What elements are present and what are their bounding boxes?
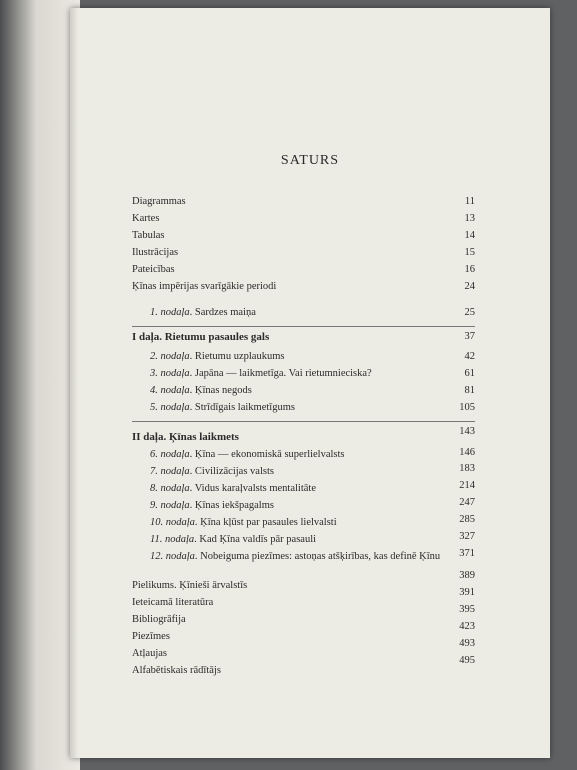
chapter-prefix: 10. nodaļa bbox=[150, 517, 195, 528]
toc-entry-page: 42 bbox=[464, 351, 475, 362]
chapter-prefix: 9. nodaļa bbox=[150, 500, 190, 511]
toc-entry-label: Ķīnas impērijas svarīgākie periodi bbox=[132, 281, 277, 292]
toc-entry-label: Diagrammas bbox=[132, 196, 186, 207]
chapter-title: . Sardzes maiņa bbox=[189, 307, 256, 318]
toc-entry-page: 24 bbox=[464, 281, 475, 292]
divider bbox=[132, 421, 475, 422]
toc-entry-page: 371 bbox=[459, 548, 475, 559]
toc-entry-atlaujas bbox=[132, 638, 475, 662]
toc-entry-label: Piezīmes bbox=[132, 631, 170, 642]
chapter-title: . Ķīnas negods bbox=[189, 385, 252, 396]
toc-entry-page: 15 bbox=[464, 247, 475, 258]
toc-entry-page: 13 bbox=[464, 213, 475, 224]
toc-part-1 bbox=[132, 329, 475, 345]
toc-entry-page: 61 bbox=[464, 368, 475, 379]
toc-entry-diagrammas bbox=[132, 194, 475, 210]
toc-chapter-8 bbox=[132, 481, 475, 497]
toc-entry-label: Bibliogrāfija bbox=[132, 614, 186, 625]
chapter-prefix: 8. nodaļa bbox=[150, 483, 190, 494]
chapter-prefix: 4. nodaļa bbox=[150, 385, 190, 396]
toc-entry-page: 391 bbox=[459, 587, 475, 598]
toc-entry-label: Pateicības bbox=[132, 264, 175, 275]
toc-entry-page: 389 bbox=[459, 570, 475, 581]
toc-entry-page: 146 bbox=[459, 447, 475, 458]
toc-entry-page: 14 bbox=[464, 230, 475, 241]
toc-entry-bibliografija bbox=[132, 604, 475, 628]
page-title: SATURS bbox=[280, 153, 340, 168]
toc-chapter-6 bbox=[132, 447, 475, 463]
toc-chapter-2 bbox=[132, 349, 475, 365]
toc-entry-piezimes bbox=[132, 621, 475, 645]
page-gutter bbox=[70, 8, 78, 758]
toc-entry-kartes bbox=[132, 211, 475, 227]
toc-entry-page: 105 bbox=[459, 402, 475, 413]
toc-entry-label: Pielikums. Ķīnieši ārvalstīs bbox=[132, 580, 248, 591]
chapter-title: . Kad Ķīna valdīs pār pasauli bbox=[194, 534, 317, 545]
chapter-prefix: 2. nodaļa bbox=[150, 351, 190, 362]
toc-entry-page: 37 bbox=[464, 331, 475, 342]
toc-entry-page: 143 bbox=[459, 426, 475, 437]
toc-entry-raditajs bbox=[132, 655, 475, 679]
toc-entry-label: Ilustrācijas bbox=[132, 247, 179, 258]
toc-entry-label: Ieteicamā literatūra bbox=[132, 597, 214, 608]
toc-entry-page: 395 bbox=[459, 604, 475, 615]
toc-chapter-4 bbox=[132, 383, 475, 399]
toc-entry-page: 183 bbox=[459, 463, 475, 474]
toc-entry-label: Kartes bbox=[132, 213, 160, 224]
chapter-title: . Japāna — laikmetīga. Vai rietumnieciska? bbox=[189, 368, 372, 379]
chapter-title: . Strīdīgais laikmetīgums bbox=[189, 402, 295, 413]
chapter-prefix: 3. nodaļa bbox=[150, 368, 190, 379]
toc-entry-page: 25 bbox=[464, 307, 475, 318]
toc-chapter-10 bbox=[132, 515, 475, 531]
toc-entry-page: 495 bbox=[459, 655, 475, 666]
toc-entry-pielikums bbox=[132, 570, 475, 594]
chapter-title: . Civilizācijas valsts bbox=[189, 466, 274, 477]
chapter-title: . Ķīna kļūst par pasaules lielvalsti bbox=[194, 517, 337, 528]
toc-entry-pateicibas bbox=[132, 262, 475, 278]
chapter-prefix: 11. nodaļa bbox=[150, 534, 195, 545]
toc-entry-page: 214 bbox=[459, 480, 475, 491]
toc-entry-literatura bbox=[132, 587, 475, 611]
chapter-title: . Rietumu uzplaukums bbox=[189, 351, 285, 362]
toc-entry-page: 285 bbox=[459, 514, 475, 525]
toc-entry-page: 423 bbox=[459, 621, 475, 632]
toc-chapter-5 bbox=[132, 400, 475, 416]
toc-chapter-7 bbox=[132, 464, 475, 480]
toc-entry-label: Tabulas bbox=[132, 230, 165, 241]
chapter-title: . Vidus karaļvalsts mentalitāte bbox=[189, 483, 316, 494]
toc-entry-page: 247 bbox=[459, 497, 475, 508]
toc-entry-label: Alfabētiskais rādītājs bbox=[132, 665, 221, 676]
divider bbox=[132, 326, 475, 327]
toc-chapter-1 bbox=[132, 305, 475, 321]
toc-entry-ilustracijas bbox=[132, 245, 475, 261]
toc-entry-page: 493 bbox=[459, 638, 475, 649]
chapter-prefix: 5. nodaļa bbox=[150, 402, 190, 413]
part-title: I daļa. Rietumu pasaules gals bbox=[132, 331, 270, 343]
chapter-prefix: 7. nodaļa bbox=[150, 466, 190, 477]
chapter-title: . Ķīna — ekonomiskā superlielvalsts bbox=[189, 449, 345, 460]
toc-entry-periodi bbox=[132, 279, 475, 295]
chapter-prefix: 6. nodaļa bbox=[150, 449, 190, 460]
toc-entry-page: 16 bbox=[464, 264, 475, 275]
toc-chapter-12 bbox=[132, 549, 475, 565]
toc-part-2 bbox=[132, 426, 475, 445]
chapter-title: . Ķīnas iekšpagalms bbox=[189, 500, 274, 511]
toc-chapter-9 bbox=[132, 498, 475, 514]
toc-entry-label: Atļaujas bbox=[132, 648, 167, 659]
toc-chapter-11 bbox=[132, 532, 475, 548]
part-title: II daļa. Ķīnas laikmets bbox=[132, 431, 239, 443]
toc-entry-page: 327 bbox=[459, 531, 475, 542]
chapter-prefix: 1. nodaļa bbox=[150, 307, 190, 318]
toc-entry-tabulas bbox=[132, 228, 475, 244]
book-page bbox=[70, 8, 550, 758]
toc-entry-page: 81 bbox=[464, 385, 475, 396]
toc-entry-page: 11 bbox=[464, 196, 475, 207]
chapter-prefix: 12. nodaļa bbox=[150, 551, 195, 562]
toc-chapter-3 bbox=[132, 366, 475, 382]
background-left bbox=[0, 0, 80, 770]
chapter-title: . Nobeiguma piezīmes: astoņas atšķirības, kas definē Ķīnu bbox=[194, 551, 441, 562]
